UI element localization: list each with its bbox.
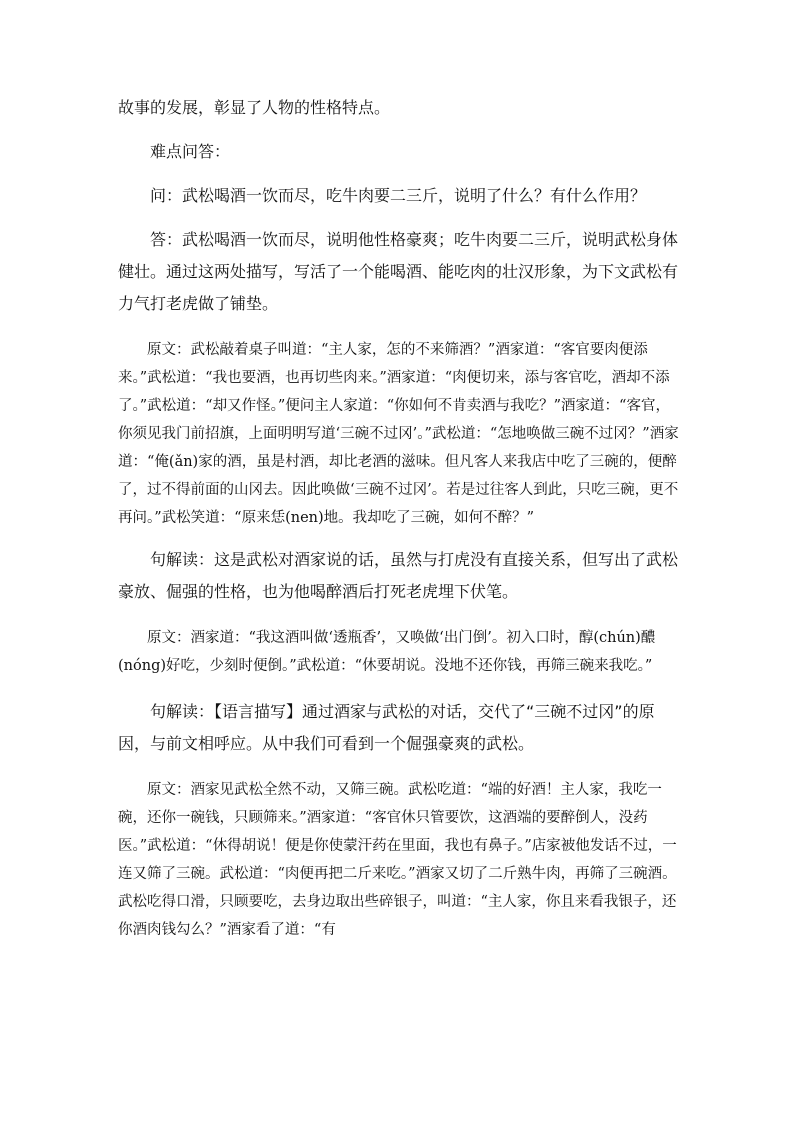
paragraph-continuation: 故事的发展，彰显了人物的性格特点。 bbox=[118, 98, 391, 117]
interpretation-2 bbox=[118, 696, 682, 760]
interpretation-label: 句解读： bbox=[150, 702, 215, 721]
original-text-body: 酒家道：“我这酒叫做‘透瓶香’，又唤做‘出门倒’。初入口时，醇(chún)醲(nóng)好吃，少刻时便倒。”武松道：“休要胡说。没地不还你钱，再筛三碗来我吃。” bbox=[118, 630, 656, 674]
original-label: 原文： bbox=[147, 782, 191, 798]
question-paragraph: 问：武松喝酒一饮而尽，吃牛肉要二三斤，说明了什么？有什么作用？ bbox=[150, 186, 647, 205]
answer-paragraph: 答：武松喝酒一饮而尽，说明他性格豪爽；吃牛肉要二三斤，说明武松身体健壮。通过这两处描写，写活了一个能喝酒、能吃肉的壮汉形象，为下文武松有力气打老虎做了铺垫。 bbox=[118, 230, 679, 313]
original-text-3 bbox=[118, 776, 682, 944]
original-text-body: 酒家见武松全然不动，又筛三碗。武松吃道：“端的好酒！主人家，我吃一碗，还你一碗钱，只顾筛来。”酒家道：“客官休只管要饮，这酒端的要醉倒人，没药医。”武松道：“休得胡说！便是你使蒙汗药在里面，我也有鼻子。”店家被他发话不过，一连又筛了三碗。武松道：“肉便再把二斤来吃。”酒家又切了二斤熟牛肉，再筛了三碗酒。武松吃得口滑，只顾要吃，去身边取出些碎银子，叫道：“主人家，你且来看我银子，还你酒肉钱勾么？”酒家看了道：“有 bbox=[118, 782, 677, 938]
interpretation-body: 这是武松对酒家说的话，虽然与打虎没有直接关系，但写出了武松豪放、倔强的性格，也为他喝醉酒后打死老虎埋下伏笔。 bbox=[118, 550, 679, 601]
document-page bbox=[118, 92, 682, 944]
original-text-2 bbox=[118, 624, 682, 680]
original-label: 原文： bbox=[147, 342, 191, 358]
interpretation-1 bbox=[118, 544, 682, 608]
original-text-1 bbox=[118, 336, 682, 532]
interpretation-label: 句解读： bbox=[150, 550, 215, 569]
original-label: 原文： bbox=[147, 630, 191, 646]
section-heading: 难点问答： bbox=[150, 142, 231, 161]
interpretation-body: 【语言描写】通过酒家与武松的对话，交代了“三碗不过冈”的原因，与前文相呼应。从中我们可看到一个倔强豪爽的武松。 bbox=[118, 702, 655, 753]
original-text-body: 武松敲着桌子叫道：“主人家，怎的不来筛酒？”酒家道：“客官要肉便添来。”武松道：“我也要酒，也再切些肉来。”酒家道：“肉便切来，添与客官吃，酒却不添了。”武松道：“却又作怪。”便问主人家道：“你如何不肯卖酒与我吃？”酒家道：“客官，你须见我门前招旗，上面明明写道‘三碗不过冈’。”武松道：“怎地唤做三碗不过冈？”酒家道：“俺(ǎn)家的酒，虽是村酒，却比老酒的滋味。但凡客人来我店中吃了三碗的，便醉了，过不得前面的山冈去。因此唤做‘三碗不过冈’。若是过往客人到此，只吃三碗，更不再问。”武松笑道：“原来恁(nen)地。我却吃了三碗，如何不醉？” bbox=[118, 342, 679, 526]
